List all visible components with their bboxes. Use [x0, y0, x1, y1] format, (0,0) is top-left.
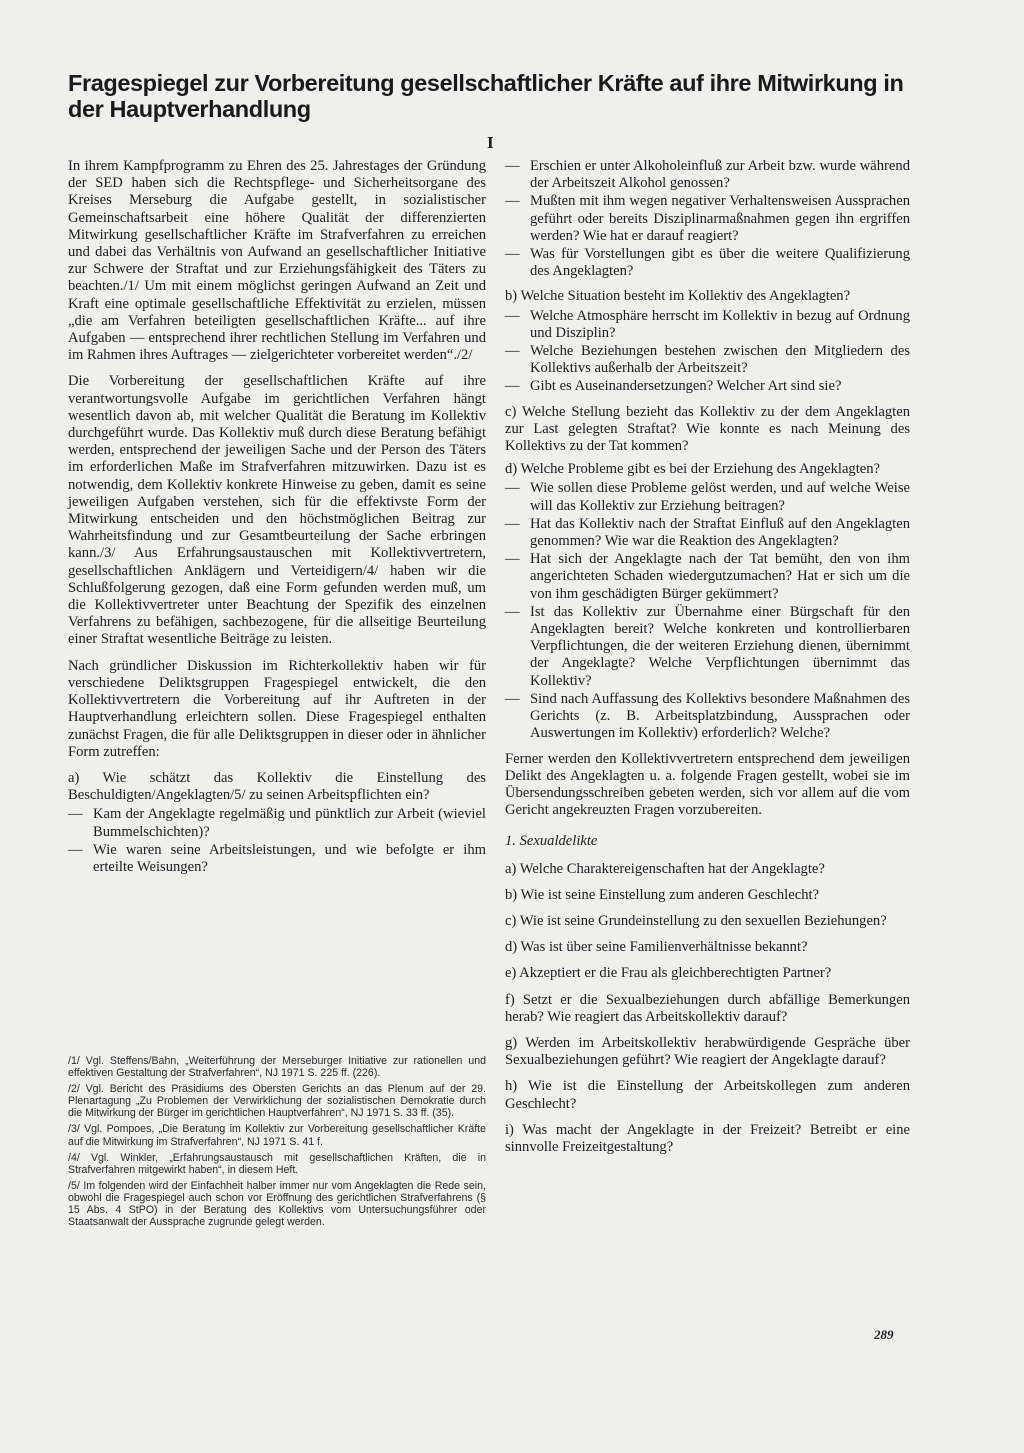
right-column — [505, 158, 910, 1165]
question-b-item: — Gibt es Auseinandersetzungen? Welcher Art sind sie? — [505, 378, 910, 395]
question-d: d) Welche Probleme gibt es bei der Erziehung des Angeklagten? — [505, 461, 881, 478]
sexual-question: f) Setzt er die Sexualbeziehungen durch abfällige Bemerkungen herab? Wie reagiert das Arbeitskollektiv darauf? — [505, 991, 910, 1025]
footnote-4: /4/ Vgl. Winkler, „Erfahrungsaustausch mit gesellschaftlichen Kräften, die in Strafverfahren mitgewirkt haben“, in diesem Heft. — [68, 1151, 486, 1176]
question-a-item: — Erschien er unter Alkoholeinfluß zur Arbeit bzw. wurde während der Arbeitszeit Alkohol genossen? — [505, 158, 910, 192]
sexual-question: g) Werden im Arbeitskollektiv herabwürdigende Gespräche über Sexualbeziehungen geführt? Wie reagiert der Angeklagte darauf? — [505, 1034, 910, 1069]
question-a-item: — Was für Vorstellungen gibt es über die weitere Qualifizierung des Angeklagten? — [505, 246, 910, 280]
footnote-1: /1/ Vgl. Steffens/Bahn, „Weiterführung der Merseburger Initiative zur rationellen und effektiven Gestaltung der Strafverfahren“, NJ 1971 S. 225 ff. (226). — [68, 1055, 486, 1080]
question-b: b) Welche Situation besteht im Kollektiv des Angeklagten? — [505, 288, 851, 305]
subheading-sexualdelikte: 1. Sexualdelikte — [505, 833, 598, 850]
question-d-item: — Hat sich der Angeklagte nach der Tat bemüht, den von ihm angerichteten Schaden wiedergutzumachen? Hat er sich um die von ihm geschädigten Bürger gekümmert? — [505, 551, 910, 603]
preparation-paragraph: Die Vorbereitung der gesellschaftlichen Kräfte auf ihre verantwortungsvolle Aufgabe im gerichtlichen Verfahren hängt wesentlich davon ab, mit welcher Qualität die Beratung im Kollektiv durchgeführt wurde. Das Kollektiv muß durch diese Beratung befähigt werden, entsprechend der jeweiligen Sache und der Person des Täters im erforderlichen Maße im Strafverfahren mitzuwirken. Dazu ist es notwendig, dem Kollektiv konkrete Hinweise zu geben, damit es seine jeweiligen Aufgaben verstehen, sich für die effektivste Form der Mitwirkung entscheiden und den höchstmöglichen Beitrag zur Wahrheitsfindung und zur Gesamtbeurteilung der Sache erbringen kann./3/ Aus Erfahrungsaustauschen mit Kollektivvertretern, gesellschaftlichen Anklägern und Verteidigern/4/ haben wir die Schlußfolgerung gezogen, daß eine Form gefunden werden muß, um die Kollektivvertreter unter Beachtung der Spezifik des einzelnen Verfahrens zu befähigen, sachbezogene, für die allseitige Beurteilung einer Straftat wesentliche Beiträge zu leisten. — [68, 373, 486, 648]
sexual-question: i) Was macht der Angeklagte in der Freizeit? Betreibt er eine sinnvolle Freizeitgestaltung? — [505, 1121, 910, 1155]
footnote-5: /5/ Im folgenden wird der Einfachheit halber immer nur vom Angeklagten die Rede sein, obwohl die Fragespiegel auch schon vor Eröffnung des gerichtlichen Strafverfahrens (§ 15 Abs. 4 StPO) in der Beratung des Kollektivs vom Untersuchungsführer oder Staatsanwalt der Aussprache zugrunde gelegt werden. — [68, 1179, 486, 1229]
question-d-item: — Wie sollen diese Probleme gelöst werden, und auf welche Weise will das Kollektiv zur Erziehung beitragen? — [505, 480, 910, 514]
page-number: 289 — [874, 1327, 894, 1342]
left-column — [68, 158, 486, 877]
footnote-2: /2/ Vgl. Bericht des Präsidiums des Obersten Gerichts an das Plenum auf der 29. Plenartagung „Zu Problemen der Verwirklichung der sozialistischen Demokratie durch die Mitwirkung der Bürger im gerichtlichen Hauptverfahren“, NJ 1971 S. 33 ff. (35). — [68, 1083, 486, 1120]
question-a-item: — Wie waren seine Arbeitsleistungen, und wie befolgte er ihm erteilte Weisungen? — [68, 842, 486, 876]
section-number: I — [487, 133, 494, 152]
question-b-item: — Welche Beziehungen bestehen zwischen den Mitgliedern des Kollektivs außerhalb der Arbeitszeit? — [505, 343, 910, 377]
sexual-question: h) Wie ist die Einstellung der Arbeitskollegen zum anderen Geschlecht? — [505, 1078, 910, 1112]
question-c: c) Welche Stellung bezieht das Kollektiv zu der dem Angeklagten zur Last gelegten Straftat? Wie konnte es nach Meinung des Kollektivs zu der Tat kommen? — [505, 403, 910, 455]
intro-paragraph: In ihrem Kampfprogramm zu Ehren des 25. Jahrestages der Gründung der SED haben sich die Rechtspflege- und Sicherheitsorgane des Kreises Merseburg die Aufgabe gestellt, in sozialistischer Gemeinschaftsarbeit eine höhere Qualität der differenzierten Mitwirkung gesellschaftlicher Kräfte im Strafverfahren zu erreichen und dabei das Verhältnis von Aufwand an gesellschaftlicher Initiative zur Schwere der Straftat und zur Erziehungsfähigkeit des Täters zu beachten./1/ Um mit einem möglichst geringen Aufwand an Zeit und Kraft eine optimale gesellschaftliche Effektivität zu erzielen, müssen „die am Verfahren beteiligten gesellschaftlichen Kräfte... auf ihre Aufgaben — entsprechend ihrer rechtlichen Stellung im Verfahren und im Rahmen ihres Auftrages — zielgerichteter vorbereitet werden“./2/ — [68, 158, 486, 364]
sexual-question: c) Wie ist seine Grundeinstellung zu den sexuellen Beziehungen? — [505, 912, 887, 929]
question-d-item: — Sind nach Auffassung des Kollektivs besondere Maßnahmen des Gerichts (z. B. Arbeitsplatzbindung, Aussprachen oder Auswertungen im Kollektiv) erforderlich? Welche? — [505, 691, 910, 743]
sexual-question: a) Welche Charaktereigenschaften hat der Angeklagte? — [505, 860, 825, 877]
question-d-item: — Hat das Kollektiv nach der Straftat Einfluß auf den Angeklagten genommen? Wie war die Reaktion des Angeklagten? — [505, 516, 910, 550]
question-a-item: — Mußten mit ihm wegen negativer Verhaltensweisen Aussprachen geführt oder bereits Disziplinarmaßnahmen gegen ihn ergriffen werden? Wie hat er darauf reagiert? — [505, 193, 910, 245]
question-d-item: — Ist das Kollektiv zur Übernahme einer Bürgschaft für den Angeklagten bereit? Welche konkreten und kontrollierbaren Verpflichtungen, die der weiteren Erziehung dienen, übernimmt der Angeklagte? Welche Verpflichtungen übernimmt das Kollektiv? — [505, 604, 910, 690]
footnotes — [68, 1055, 486, 1232]
question-a: a) Wie schätzt das Kollektiv die Einstellung des Beschuldigten/Angeklagten/5/ zu seinen Arbeitspflichten ein? — [68, 769, 486, 804]
article-title: Fragespiegel zur Vorbereitung gesellschaftlicher Kräfte auf ihre Mitwirkung in der Hauptverhandlung — [68, 70, 904, 122]
question-a-item: — Kam der Angeklagte regelmäßig und pünktlich zur Arbeit (wieviel Bummelschichten)? — [68, 806, 486, 840]
question-b-item: — Welche Atmosphäre herrscht im Kollektiv in bezug auf Ordnung und Disziplin? — [505, 308, 910, 342]
footnote-3: /3/ Vgl. Pompoes, „Die Beratung im Kollektiv zur Vorbereitung gesellschaftlicher Kräfte auf die Mitwirkung im Strafverfahren“, NJ 1971 S. 41 f. — [68, 1123, 486, 1148]
sexual-question: d) Was ist über seine Familienverhältnisse bekannt? — [505, 939, 808, 956]
ferner-paragraph: Ferner werden den Kollektivvertretern entsprechend dem jeweiligen Delikt des Angeklagten u. a. folgende Fragen gestellt, wobei sie im Übersendungsschreiben gebeten werden, sich vor allem auf die vom Gericht angekreuzten Fragen vorzubereiten. — [505, 750, 910, 819]
discussion-paragraph: Nach gründlicher Diskussion im Richterkollektiv haben wir für verschiedene Deliktsgruppen Fragespiegel entwickelt, die den Kollektivvertretern die Vorbereitung auf ihr Auftreten in der Hauptverhandlung erleichtern sollen. Diese Fragespiegel enthalten zunächst Fragen, die für alle Deliktsgruppen in dieser oder in ähnlicher Form zutreffen: — [68, 657, 486, 760]
sexual-question: b) Wie ist seine Einstellung zum anderen Geschlecht? — [505, 886, 820, 903]
sexual-question: e) Akzeptiert er die Frau als gleichberechtigten Partner? — [505, 965, 832, 982]
